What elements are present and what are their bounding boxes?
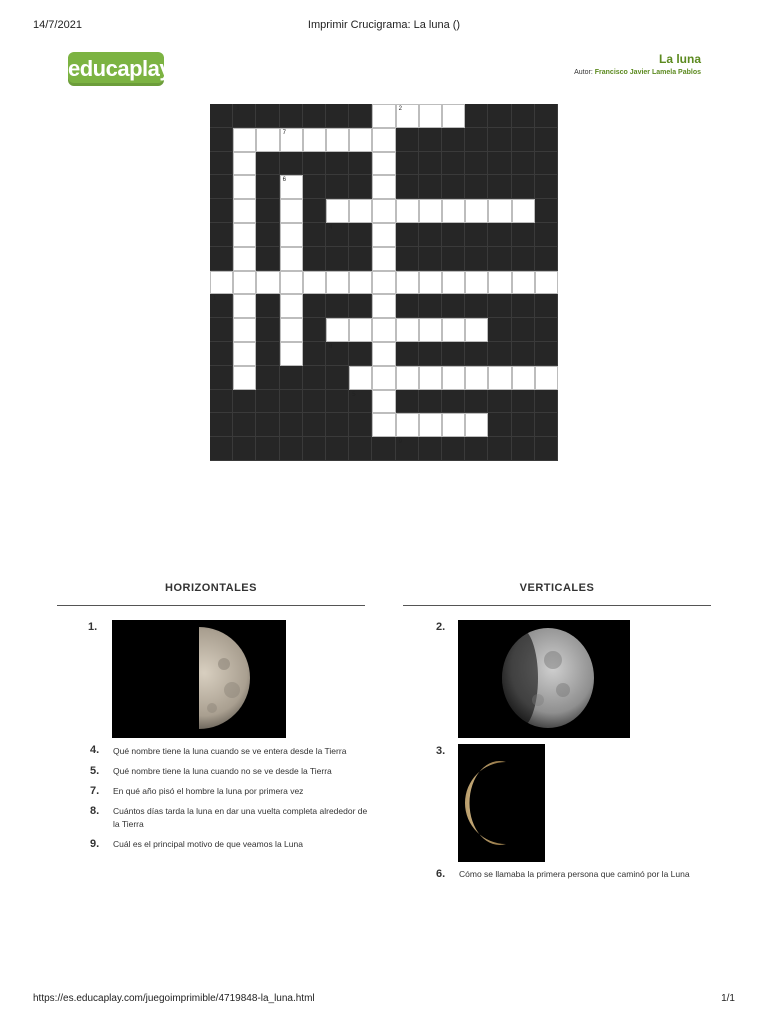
- clue-h9-text: Cuál es el principal motivo de que veamos la Luna: [113, 839, 303, 849]
- grid-cell-blocked: [303, 152, 326, 176]
- grid-cell-blocked: [419, 128, 442, 152]
- grid-cell-blocked: [442, 223, 465, 247]
- grid-cell-blocked: [535, 175, 558, 199]
- grid-cell-blocked: [396, 390, 419, 414]
- grid-cell-open[interactable]: [280, 247, 303, 271]
- grid-cell-open[interactable]: [326, 318, 349, 342]
- verticales-divider: [403, 605, 711, 606]
- grid-cell-blocked: [535, 342, 558, 366]
- grid-cell-blocked: [349, 294, 372, 318]
- grid-cell-blocked: [512, 318, 535, 342]
- grid-cell-blocked: [303, 223, 326, 247]
- author-label: Autor:: [574, 69, 593, 76]
- grid-cell-open[interactable]: [465, 271, 488, 295]
- clue-h7-text: En qué año pisó el hombre la luna por primera vez: [113, 786, 304, 796]
- grid-cell-open[interactable]: [372, 366, 395, 390]
- grid-cell-blocked: [303, 318, 326, 342]
- clue-number-label: 8: [329, 344, 333, 350]
- grid-cell-blocked: [396, 152, 419, 176]
- clue-v3-number: 3.: [436, 745, 446, 757]
- grid-cell-open[interactable]: [419, 271, 442, 295]
- grid-cell-blocked: [326, 247, 349, 271]
- clue-h4-number: 4.: [90, 744, 100, 756]
- grid-cell-open[interactable]: [233, 271, 256, 295]
- grid-cell-blocked: [535, 223, 558, 247]
- grid-cell-blocked: [465, 390, 488, 414]
- grid-cell-blocked: [512, 223, 535, 247]
- grid-cell-blocked: [535, 318, 558, 342]
- grid-cell-open[interactable]: [233, 342, 256, 366]
- grid-cell-open[interactable]: [372, 223, 395, 247]
- grid-cell-open[interactable]: [442, 199, 465, 223]
- grid-cell-blocked: [326, 294, 349, 318]
- grid-cell-blocked: [465, 223, 488, 247]
- grid-cell-blocked: [210, 437, 233, 461]
- grid-cell-blocked: [256, 437, 279, 461]
- grid-cell-blocked: [326, 437, 349, 461]
- grid-cell-blocked: [512, 104, 535, 128]
- author-name: Francisco Javier Lamela Pablos: [594, 69, 701, 76]
- grid-cell-blocked: [512, 128, 535, 152]
- grid-cell-blocked: [465, 437, 488, 461]
- grid-cell-open[interactable]: [442, 366, 465, 390]
- grid-cell-open[interactable]: [372, 318, 395, 342]
- grid-cell-open[interactable]: [256, 128, 279, 152]
- page-number: 1/1: [721, 993, 735, 1004]
- grid-cell-blocked: [442, 342, 465, 366]
- grid-cell-blocked: [349, 413, 372, 437]
- grid-cell-blocked: [465, 294, 488, 318]
- grid-cell-blocked: [488, 128, 511, 152]
- grid-cell-blocked: [326, 390, 349, 414]
- grid-cell-blocked: [256, 175, 279, 199]
- gibbous-moon-image: [458, 620, 630, 738]
- grid-cell-blocked: [256, 199, 279, 223]
- grid-cell-blocked: [465, 128, 488, 152]
- grid-cell-blocked: [535, 199, 558, 223]
- grid-cell-open[interactable]: [280, 342, 303, 366]
- grid-cell-open[interactable]: [349, 366, 372, 390]
- grid-cell-blocked: [303, 437, 326, 461]
- grid-cell-blocked: [488, 318, 511, 342]
- clue-h8-number: 8.: [90, 805, 100, 817]
- grid-cell-blocked: [512, 413, 535, 437]
- clue-number-label: 4: [329, 225, 333, 231]
- grid-cell-open[interactable]: [372, 104, 395, 128]
- source-url: https://es.educaplay.com/juegoimprimible/4719848-la_luna.html: [33, 993, 315, 1004]
- clue-v6-number: 6.: [436, 868, 446, 880]
- grid-cell-blocked: [303, 104, 326, 128]
- grid-cell-blocked: [535, 437, 558, 461]
- grid-cell-blocked: [535, 294, 558, 318]
- grid-cell-blocked: [512, 247, 535, 271]
- grid-cell-open[interactable]: [396, 366, 419, 390]
- grid-cell-blocked: [396, 294, 419, 318]
- grid-cell-blocked: [488, 152, 511, 176]
- grid-cell-blocked: [210, 413, 233, 437]
- grid-cell-blocked: [442, 437, 465, 461]
- grid-cell-open[interactable]: [442, 413, 465, 437]
- grid-cell-blocked: [210, 318, 233, 342]
- grid-cell-blocked: [465, 247, 488, 271]
- grid-cell-open[interactable]: [419, 366, 442, 390]
- grid-cell-open[interactable]: [372, 342, 395, 366]
- first-quarter-moon-image: [112, 620, 286, 738]
- grid-cell-open[interactable]: [396, 271, 419, 295]
- grid-cell-blocked: [280, 366, 303, 390]
- grid-cell-open[interactable]: [442, 104, 465, 128]
- horizontales-heading: HORIZONTALES: [165, 582, 257, 594]
- grid-cell-blocked: [419, 152, 442, 176]
- grid-cell-open[interactable]: [465, 318, 488, 342]
- grid-cell-open[interactable]: [372, 390, 395, 414]
- crossword-grid: [210, 104, 558, 461]
- grid-cell-blocked: [419, 294, 442, 318]
- grid-cell-blocked: [349, 175, 372, 199]
- grid-cell-open[interactable]: [280, 271, 303, 295]
- grid-cell-blocked: [210, 342, 233, 366]
- clue-number-label: 2: [398, 106, 402, 112]
- grid-cell-open[interactable]: [372, 271, 395, 295]
- clue-number-label: 9: [398, 439, 402, 446]
- grid-cell-open[interactable]: [233, 294, 256, 318]
- grid-cell-blocked: [396, 342, 419, 366]
- grid-cell-blocked: [303, 390, 326, 414]
- grid-cell-open[interactable]: [303, 271, 326, 295]
- grid-cell-blocked: [256, 104, 279, 128]
- grid-cell-blocked: [442, 128, 465, 152]
- grid-cell-blocked: [233, 390, 256, 414]
- grid-cell-blocked: [326, 104, 349, 128]
- grid-cell-open[interactable]: [349, 271, 372, 295]
- clue-number-label: 7: [282, 129, 286, 136]
- grid-cell-blocked: [442, 390, 465, 414]
- grid-cell-blocked: [535, 390, 558, 414]
- grid-cell-blocked: [303, 413, 326, 437]
- grid-cell-blocked: [488, 294, 511, 318]
- print-date: 14/7/2021: [33, 19, 82, 31]
- grid-cell-open[interactable]: [535, 366, 558, 390]
- grid-cell-blocked: [512, 152, 535, 176]
- grid-cell-open[interactable]: [326, 128, 349, 152]
- grid-cell-open[interactable]: [419, 318, 442, 342]
- grid-cell-blocked: [442, 247, 465, 271]
- grid-cell-blocked: [442, 175, 465, 199]
- grid-cell-blocked: [233, 413, 256, 437]
- grid-cell-blocked: [326, 175, 349, 199]
- grid-cell-blocked: [488, 342, 511, 366]
- grid-cell-blocked: [488, 104, 511, 128]
- grid-cell-blocked: [280, 413, 303, 437]
- grid-cell-open[interactable]: [372, 294, 395, 318]
- grid-cell-blocked: [233, 437, 256, 461]
- grid-cell-open[interactable]: [419, 104, 442, 128]
- grid-cell-blocked: [303, 199, 326, 223]
- grid-cell-blocked: [488, 247, 511, 271]
- grid-cell-open[interactable]: [233, 247, 256, 271]
- grid-cell-open[interactable]: [372, 152, 395, 176]
- grid-cell-open[interactable]: [326, 271, 349, 295]
- grid-cell-open[interactable]: [512, 366, 535, 390]
- grid-cell-blocked: [349, 247, 372, 271]
- grid-cell-blocked: [256, 413, 279, 437]
- verticales-heading: VERTICALES: [519, 582, 595, 594]
- grid-cell-blocked: [419, 247, 442, 271]
- grid-cell-open[interactable]: [488, 366, 511, 390]
- clue-v6-text: Cómo se llamaba la primera persona que caminó por la Luna: [459, 869, 690, 879]
- grid-cell-open[interactable]: [488, 199, 511, 223]
- grid-cell-open[interactable]: [372, 413, 395, 437]
- grid-cell-blocked: [512, 175, 535, 199]
- grid-cell-blocked: [210, 390, 233, 414]
- grid-cell-open[interactable]: [326, 199, 349, 223]
- clue-h4-text: Qué nombre tiene la luna cuando se ve entera desde la Tierra: [113, 746, 347, 756]
- grid-cell-blocked: [396, 223, 419, 247]
- grid-cell-open[interactable]: [512, 271, 535, 295]
- grid-cell-open[interactable]: [349, 128, 372, 152]
- grid-cell-blocked: [396, 247, 419, 271]
- grid-cell-blocked: [512, 390, 535, 414]
- crescent-moon-image: [458, 744, 545, 862]
- clue-number-label: 5: [352, 391, 356, 398]
- grid-cell-open[interactable]: [419, 199, 442, 223]
- grid-cell-blocked: [512, 342, 535, 366]
- grid-cell-open[interactable]: [442, 318, 465, 342]
- grid-cell-blocked: [488, 223, 511, 247]
- grid-cell-open[interactable]: [465, 366, 488, 390]
- grid-cell-blocked: [303, 366, 326, 390]
- grid-cell-blocked: [303, 175, 326, 199]
- grid-cell-blocked: [280, 437, 303, 461]
- grid-cell-blocked: [210, 104, 233, 128]
- grid-cell-blocked: [372, 437, 395, 461]
- grid-cell-blocked: [488, 390, 511, 414]
- clue-h1-number: 1.: [88, 621, 98, 633]
- grid-cell-blocked: [465, 175, 488, 199]
- grid-cell-blocked: [303, 342, 326, 366]
- grid-cell-open[interactable]: [372, 175, 395, 199]
- grid-cell-open[interactable]: [349, 199, 372, 223]
- grid-cell-blocked: [419, 223, 442, 247]
- grid-cell-open[interactable]: [488, 271, 511, 295]
- clue-h9-number: 9.: [90, 838, 100, 850]
- grid-cell-open[interactable]: [442, 271, 465, 295]
- grid-cell-open[interactable]: [465, 199, 488, 223]
- grid-cell-blocked: [488, 413, 511, 437]
- grid-cell-blocked: [465, 342, 488, 366]
- grid-cell-open[interactable]: [280, 318, 303, 342]
- grid-cell-blocked: [256, 152, 279, 176]
- grid-cell-blocked: [326, 366, 349, 390]
- grid-cell-blocked: [396, 175, 419, 199]
- grid-cell-blocked: [488, 437, 511, 461]
- grid-cell-open[interactable]: [280, 199, 303, 223]
- grid-cell-blocked: [349, 342, 372, 366]
- grid-cell-blocked: [210, 223, 233, 247]
- grid-cell-blocked: [419, 390, 442, 414]
- grid-cell-blocked: [488, 175, 511, 199]
- grid-cell-open[interactable]: [396, 413, 419, 437]
- grid-cell-blocked: [256, 247, 279, 271]
- grid-cell-blocked: [210, 175, 233, 199]
- grid-cell-blocked: [210, 152, 233, 176]
- grid-cell-open[interactable]: [280, 223, 303, 247]
- horizontales-divider: [57, 605, 365, 606]
- grid-cell-blocked: [256, 223, 279, 247]
- grid-cell-open[interactable]: [233, 318, 256, 342]
- grid-cell-blocked: [535, 247, 558, 271]
- grid-cell-blocked: [256, 342, 279, 366]
- grid-cell-blocked: [210, 199, 233, 223]
- grid-cell-blocked: [210, 247, 233, 271]
- grid-cell-blocked: [280, 104, 303, 128]
- grid-cell-open[interactable]: [372, 128, 395, 152]
- grid-cell-open[interactable]: [233, 366, 256, 390]
- grid-cell-open[interactable]: [512, 199, 535, 223]
- grid-cell-open[interactable]: [419, 413, 442, 437]
- grid-cell-blocked: [256, 294, 279, 318]
- grid-cell-blocked: [465, 104, 488, 128]
- grid-cell-blocked: [210, 366, 233, 390]
- clue-h5-number: 5.: [90, 765, 100, 777]
- grid-cell-blocked: [512, 294, 535, 318]
- grid-cell-blocked: [303, 247, 326, 271]
- grid-cell-blocked: [349, 223, 372, 247]
- grid-cell-open[interactable]: [280, 294, 303, 318]
- grid-cell-blocked: [419, 342, 442, 366]
- clue-number-label: 6: [282, 177, 286, 184]
- educaplay-logo: educaplay: [68, 52, 164, 86]
- grid-cell-blocked: [256, 318, 279, 342]
- grid-cell-blocked: [419, 437, 442, 461]
- grid-cell-blocked: [349, 437, 372, 461]
- grid-cell-blocked: [210, 128, 233, 152]
- grid-cell-blocked: [535, 152, 558, 176]
- grid-cell-open[interactable]: [256, 271, 279, 295]
- grid-cell-open[interactable]: [535, 271, 558, 295]
- grid-cell-open[interactable]: [465, 413, 488, 437]
- clue-number-label: 1: [213, 296, 217, 303]
- clue-v2-number: 2.: [436, 621, 446, 633]
- clue-number-label: 3: [236, 106, 240, 112]
- grid-cell-open[interactable]: [233, 223, 256, 247]
- grid-cell-blocked: [256, 366, 279, 390]
- grid-cell-open[interactable]: [396, 199, 419, 223]
- grid-cell-blocked: [512, 437, 535, 461]
- grid-cell-blocked: [280, 152, 303, 176]
- grid-cell-open[interactable]: [233, 199, 256, 223]
- grid-cell-open[interactable]: [233, 152, 256, 176]
- grid-cell-blocked: [535, 128, 558, 152]
- grid-cell-open[interactable]: [303, 128, 326, 152]
- clue-h8-text: Cuántos días tarda la luna en dar una vuelta completa alrededor de la Tierra: [113, 806, 368, 829]
- puzzle-title: La luna: [658, 52, 701, 66]
- grid-cell-blocked: [280, 390, 303, 414]
- grid-cell-blocked: [465, 152, 488, 176]
- grid-cell-open[interactable]: [396, 318, 419, 342]
- grid-cell-open[interactable]: [349, 318, 372, 342]
- grid-cell-blocked: [349, 152, 372, 176]
- grid-cell-blocked: [535, 413, 558, 437]
- document-title: Imprimir Crucigrama: La luna (): [307, 19, 461, 31]
- grid-cell-blocked: [442, 152, 465, 176]
- clue-h7-number: 7.: [90, 785, 100, 797]
- grid-cell-open[interactable]: [372, 199, 395, 223]
- grid-cell-blocked: [535, 104, 558, 128]
- grid-cell-blocked: [326, 413, 349, 437]
- clue-h5-text: Qué nombre tiene la luna cuando no se ve desde la Tierra: [113, 766, 332, 776]
- grid-cell-open[interactable]: [233, 175, 256, 199]
- grid-cell-blocked: [326, 152, 349, 176]
- grid-cell-blocked: [396, 128, 419, 152]
- grid-cell-blocked: [442, 294, 465, 318]
- grid-cell-blocked: [256, 390, 279, 414]
- grid-cell-open[interactable]: [372, 247, 395, 271]
- grid-cell-blocked: [303, 294, 326, 318]
- author-line: [574, 69, 701, 76]
- grid-cell-blocked: [419, 175, 442, 199]
- grid-cell-open[interactable]: [210, 271, 233, 295]
- grid-cell-open[interactable]: [233, 128, 256, 152]
- grid-cell-blocked: [349, 104, 372, 128]
